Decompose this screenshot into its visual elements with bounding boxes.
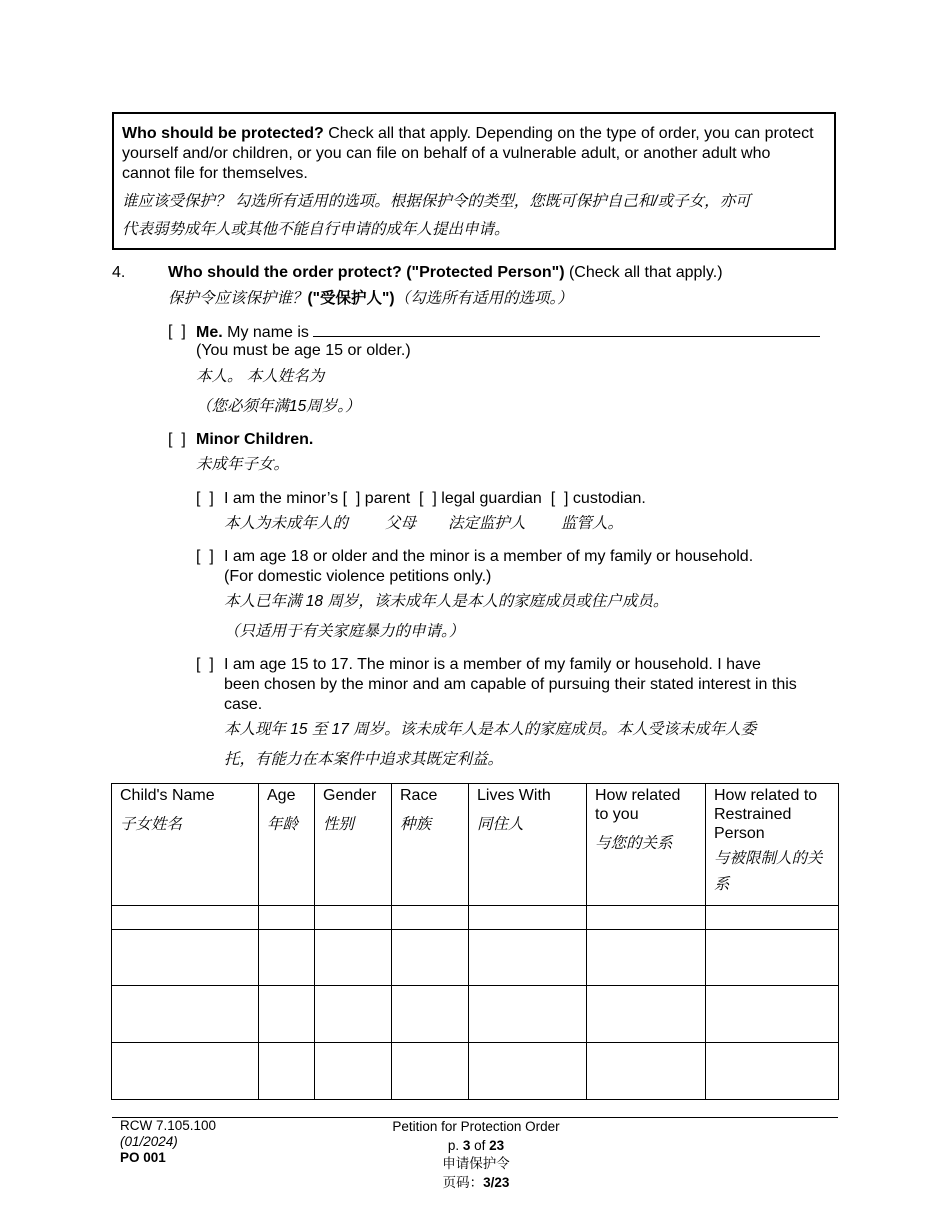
header-related-to-restrained <box>706 784 839 906</box>
opt3-line1: I am age 15 to 17. The minor is a member of my family or household. I have <box>224 656 761 673</box>
table-cell[interactable] <box>112 930 259 986</box>
header-en: Gender <box>323 787 377 804</box>
header-zh: 种族 <box>400 816 432 833</box>
table-cell[interactable] <box>587 1043 706 1100</box>
footer-page-pre: p. <box>447 1138 463 1153</box>
section-heading-bold: Who should the order protect? ("Protected Person") <box>168 264 565 281</box>
opt3-zh2: 托，有能力在本案件中追求其既定利益。 <box>224 751 504 768</box>
info-box <box>112 112 836 250</box>
footer-page-total: 23 <box>489 1138 505 1153</box>
minor-zh-label: 未成年子女。 <box>196 456 290 473</box>
opt1-text <box>224 489 646 509</box>
footer-zh-page <box>376 1175 576 1191</box>
opt3-zh1: 本人现年 15 至 17 周岁。该未成年人是本人的家庭成员。本人受该未成年人委 <box>224 721 757 738</box>
table-cell[interactable] <box>706 906 839 930</box>
header-lives-with <box>469 784 587 906</box>
table-cell[interactable] <box>469 906 587 930</box>
minor-label-bold: Minor Children. <box>196 431 314 448</box>
opt3-line2: been chosen by the minor and am capable of pursuing their stated interest in this <box>224 676 797 693</box>
table-cell[interactable] <box>706 930 839 986</box>
table-cell[interactable] <box>469 986 587 1043</box>
me-label <box>196 322 820 343</box>
header-race <box>392 784 469 906</box>
footer-title: Petition for Protection Order <box>392 1119 560 1134</box>
header-related-to-you <box>587 784 706 906</box>
opt3-line3: case. <box>224 696 263 713</box>
footer-date: (01/2024) <box>120 1134 178 1149</box>
table-cell[interactable] <box>315 930 392 986</box>
header-zh: 同住人 <box>477 816 524 833</box>
section-heading-zh-pre: 保护令应该保护谁？ <box>168 290 308 307</box>
table-cell[interactable] <box>392 930 469 986</box>
header-zh: 与被限制人的关系 <box>714 850 823 893</box>
table-cell[interactable] <box>706 1043 839 1100</box>
table-cell[interactable] <box>469 1043 587 1100</box>
opt2-checkbox[interactable]: [ ] <box>196 548 214 565</box>
opt2-zh2: （只适用于有关家庭暴力的申请。） <box>224 623 465 640</box>
opt1-checkbox[interactable]: [ ] <box>196 490 214 507</box>
footer-page <box>376 1138 576 1154</box>
header-zh: 性别 <box>323 816 355 833</box>
footer-divider <box>112 1117 838 1118</box>
footer-zh-title: 申请保护令 <box>442 1156 510 1171</box>
header-gender <box>315 784 392 906</box>
section-heading-rest: (Check all that apply.) <box>564 264 723 281</box>
opt3-checkbox[interactable]: [ ] <box>196 656 214 673</box>
footer-form-number: PO 001 <box>120 1150 166 1165</box>
info-box-lead: Who should be protected? <box>122 125 324 142</box>
table-cell[interactable] <box>587 986 706 1043</box>
me-age-note: (You must be age 15 or older.) <box>196 342 411 359</box>
children-table <box>111 783 839 1100</box>
table-cell[interactable] <box>315 906 392 930</box>
table-row <box>112 986 839 1043</box>
section-heading-zh-post: （勾选所有适用的选项。） <box>394 290 573 307</box>
table-cell[interactable] <box>315 986 392 1043</box>
info-box-zh-line1: 谁应该受保护？ 勾选所有适用的选项。根据保护令的类型，您既可保护自己和/或子女，亦可 <box>122 193 751 210</box>
info-box-english <box>122 124 822 184</box>
header-en: How related to you <box>595 787 681 823</box>
info-box-zh-line2: 代表弱势成年人或其他不能自行申请的成年人提出申请。 <box>122 221 510 238</box>
footer-zh-page-num: 3/23 <box>483 1175 510 1190</box>
header-childs-name <box>112 784 259 906</box>
opt1-zh-guardian: 法定监护人 <box>448 515 526 532</box>
opt1-zh-custodian: 监管人。 <box>561 515 624 532</box>
table-cell[interactable] <box>706 986 839 1043</box>
header-zh: 与您的关系 <box>595 835 673 852</box>
me-zh-age: （您必须年满15周岁。） <box>196 398 361 415</box>
table-cell[interactable] <box>112 906 259 930</box>
table-cell[interactable] <box>587 930 706 986</box>
table-cell[interactable] <box>259 930 315 986</box>
parent-checkbox[interactable]: [ ] <box>342 490 361 507</box>
header-age <box>259 784 315 906</box>
table-cell[interactable] <box>259 906 315 930</box>
opt2-line1: I am age 18 or older and the minor is a member of my family or household. <box>224 548 754 565</box>
footer-page-num: 3 <box>462 1138 471 1153</box>
section-heading-zh <box>168 289 573 309</box>
table-cell[interactable] <box>259 1043 315 1100</box>
table-cell[interactable] <box>392 986 469 1043</box>
table-cell[interactable] <box>112 986 259 1043</box>
footer-page-of: of <box>470 1138 490 1153</box>
guardian-label: legal guardian <box>436 490 551 507</box>
table-cell[interactable] <box>392 1043 469 1100</box>
opt1-zh-parent: 父母 <box>385 515 417 532</box>
minor-label <box>196 430 313 450</box>
table-cell[interactable] <box>587 906 706 930</box>
table-cell[interactable] <box>259 986 315 1043</box>
opt1-zh-a: 本人为未成年人的 <box>224 515 349 532</box>
footer-rcw: RCW 7.105.100 <box>120 1118 217 1133</box>
table-cell[interactable] <box>469 930 587 986</box>
footer-zh-page-label: 页码： <box>442 1175 484 1190</box>
parent-label: parent <box>360 490 420 507</box>
header-en: Race <box>400 787 438 804</box>
section-number: 4. <box>112 264 126 281</box>
header-zh: 子女姓名 <box>120 816 183 833</box>
info-box-text: Check all that apply. Depending on the type of order, you can protect yourself and/or children, or you can file on behalf of a vulnerable adult, or another adult who cannot file for themselves. <box>122 125 814 182</box>
table-header-row <box>112 784 839 906</box>
opt2-zh1: 本人已年满 18 周岁，该未成年人是本人的家庭成员或住户成员。 <box>224 593 669 610</box>
name-field[interactable] <box>313 322 820 337</box>
minor-checkbox[interactable]: [ ] <box>168 431 186 448</box>
custodian-checkbox[interactable]: [ ] <box>550 490 569 507</box>
table-cell[interactable] <box>315 1043 392 1100</box>
me-label-rest: My name is <box>222 324 314 341</box>
table-row <box>112 930 839 986</box>
header-en: Lives With <box>477 787 551 804</box>
me-label-bold: Me. <box>196 324 223 341</box>
custodian-label: custodian. <box>568 490 646 507</box>
header-en: How related to Restrained Person <box>714 787 818 842</box>
section-heading-zh-bold: ("受保护人") <box>307 290 395 307</box>
section-heading <box>168 263 848 283</box>
header-en: Child's Name <box>120 787 215 804</box>
header-en: Age <box>267 787 296 804</box>
table-row <box>112 906 839 930</box>
opt2-line2: (For domestic violence petitions only.) <box>224 568 492 585</box>
guardian-checkbox[interactable]: [ ] <box>419 490 437 507</box>
table-row <box>112 1043 839 1100</box>
me-checkbox[interactable]: [ ] <box>168 323 186 340</box>
header-zh: 年龄 <box>267 816 299 833</box>
opt1-text-a: I am the minor’s <box>224 490 343 507</box>
table-cell[interactable] <box>112 1043 259 1100</box>
me-zh-name: 本人。 本人姓名为 <box>196 368 325 385</box>
table-cell[interactable] <box>392 906 469 930</box>
